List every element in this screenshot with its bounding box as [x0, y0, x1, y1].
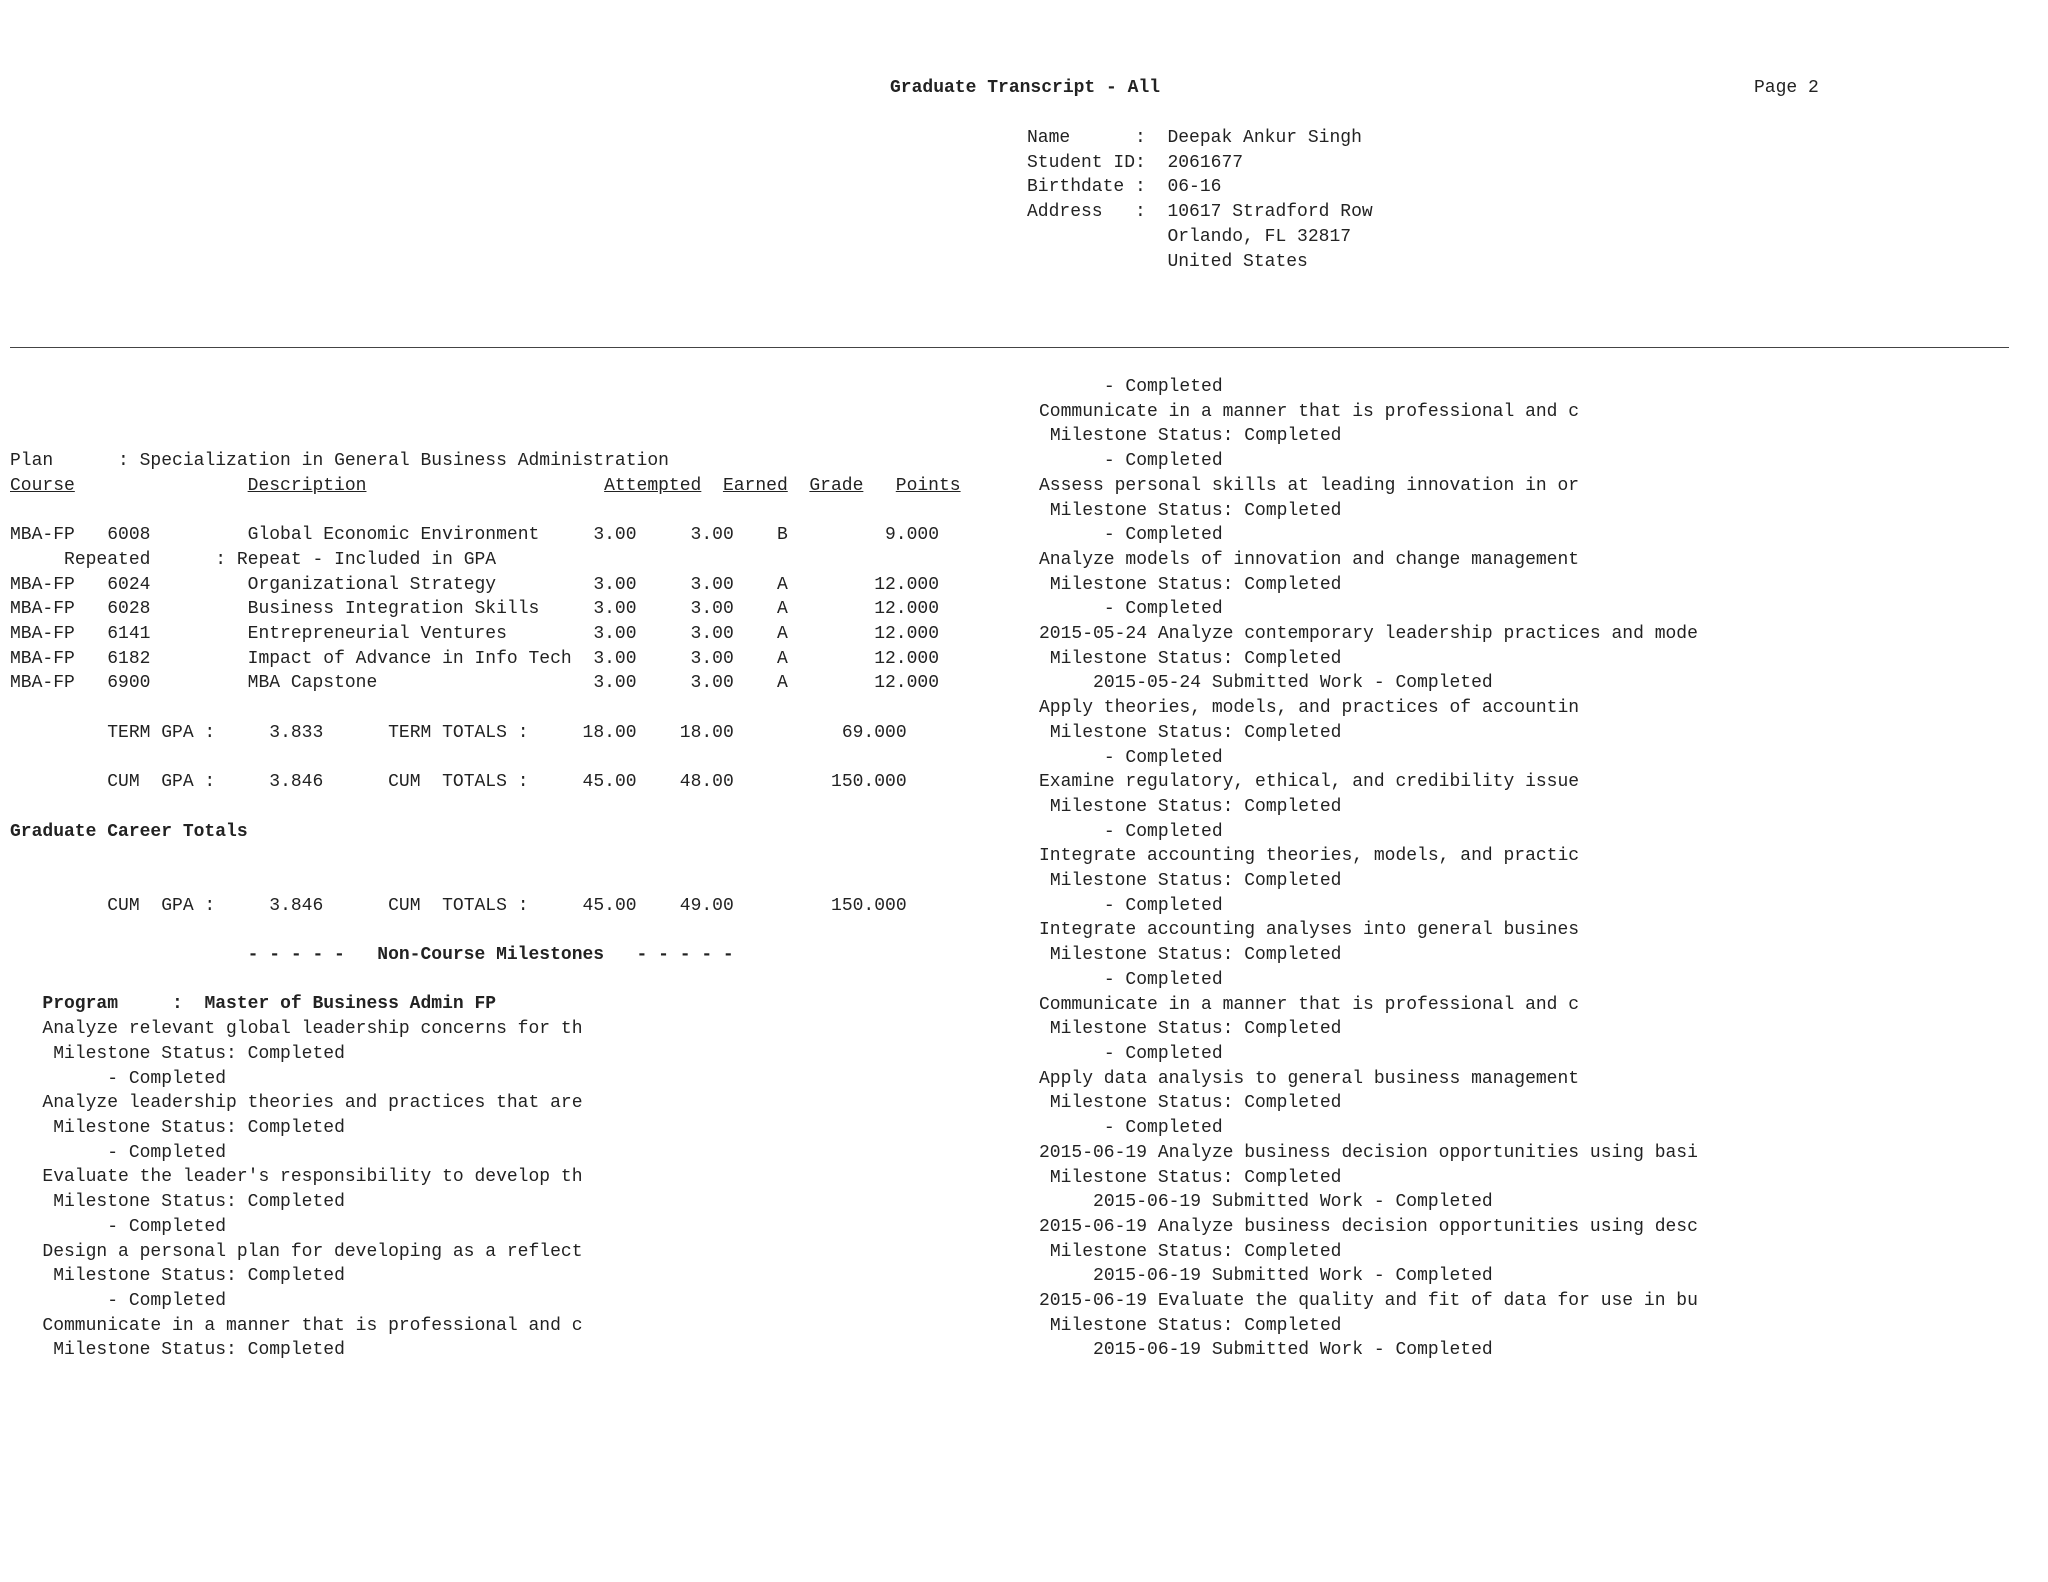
milestone-description: Integrate accounting theories, models, and practic	[1039, 846, 1580, 867]
career-totals	[10, 894, 961, 919]
course-earned: 3.00	[679, 673, 734, 694]
course-points: 12.000	[831, 599, 940, 620]
course-attempted: 3.00	[582, 673, 637, 694]
column-description: Description	[247, 475, 367, 496]
milestone-text	[10, 1017, 961, 1042]
milestone-text	[1039, 844, 1698, 869]
milestone-completion	[1039, 523, 1698, 548]
milestone-status	[10, 1116, 961, 1141]
course-points: 12.000	[831, 574, 940, 595]
course-row	[10, 523, 961, 548]
milestone-description: Analyze leadership theories and practices that are	[42, 1093, 583, 1114]
course-number: 6141	[107, 623, 248, 644]
course-attempted: 3.00	[582, 574, 637, 595]
blank-line	[10, 696, 961, 721]
address-line-2: Orlando, FL 32817	[1167, 226, 1352, 247]
course-grade: A	[776, 623, 831, 644]
student-id-label: Student ID:	[1027, 152, 1146, 173]
course-subject: MBA-FP	[10, 574, 108, 595]
milestone-description: 2015-06-19 Analyze business decision opportunities using basi	[1039, 1142, 1698, 1163]
milestone-description: Evaluate the leader's responsibility to develop th	[42, 1167, 583, 1188]
course-earned: 3.00	[679, 648, 734, 669]
career-totals-totals-label: CUM TOTALS :	[388, 895, 529, 916]
plan-label: Plan	[10, 451, 119, 471]
milestone-status	[1039, 1314, 1698, 1339]
milestone-completion	[10, 1141, 961, 1166]
address-line-1: 10617 Stradford Row	[1167, 202, 1373, 223]
milestone-status-text: Milestone Status: Completed	[1049, 1167, 1342, 1188]
course-grade: A	[776, 599, 831, 620]
milestone-completion-text: - Completed	[1103, 451, 1223, 472]
section-divider	[10, 347, 2009, 348]
address-line-3: United States	[1167, 251, 1308, 272]
term-totals-totals-label: TERM TOTALS :	[388, 722, 529, 743]
course-attempted: 3.00	[582, 623, 637, 644]
milestone-status	[1039, 647, 1698, 672]
milestone-status	[10, 1190, 961, 1215]
milestone-completion	[1039, 375, 1698, 400]
milestone-status-text: Milestone Status: Completed	[1049, 1093, 1342, 1114]
milestone-status-text: Milestone Status: Completed	[1049, 945, 1342, 966]
birthdate: 06-16	[1167, 177, 1222, 198]
cum-totals	[10, 770, 961, 795]
blank-line	[10, 968, 961, 993]
course-description: Entrepreneurial Ventures	[247, 623, 583, 644]
milestone-completion	[10, 1289, 961, 1314]
course-earned: 3.00	[679, 525, 734, 546]
blank-line	[10, 745, 961, 770]
milestone-completion	[1039, 968, 1698, 993]
milestone-description: Communicate in a manner that is professional and c	[42, 1315, 583, 1336]
repeat-label: Repeated	[64, 549, 216, 570]
document-title: Graduate Transcript - All	[890, 78, 1161, 98]
course-number: 6182	[107, 648, 248, 669]
cum-totals-gpa-label: CUM GPA :	[107, 772, 216, 793]
milestone-completion-text: 2015-05-24 Submitted Work - Completed	[1093, 673, 1493, 694]
milestone-text	[1039, 1141, 1698, 1166]
milestone-completion	[1039, 1338, 1698, 1363]
program-label: Program :	[42, 994, 183, 1015]
course-grade: A	[776, 673, 831, 694]
course-number: 6024	[107, 574, 248, 595]
milestone-completion	[1039, 671, 1698, 696]
cum-totals-totals-label: CUM TOTALS :	[388, 772, 529, 793]
term-totals-gpa: 3.833	[269, 722, 324, 743]
career-heading-text: Graduate Career Totals	[10, 821, 248, 842]
term-totals-earned: 18.00	[679, 722, 734, 743]
milestone-text	[1039, 548, 1698, 573]
course-number: 6008	[107, 525, 248, 546]
blank-line	[10, 869, 961, 894]
program-line	[10, 992, 961, 1017]
milestone-completion	[1039, 1264, 1698, 1289]
course-points: 12.000	[831, 648, 940, 669]
course-earned: 3.00	[679, 599, 734, 620]
course-header-row	[10, 474, 961, 499]
term-totals-gpa-label: TERM GPA :	[107, 722, 216, 743]
course-description: Global Economic Environment	[247, 525, 583, 546]
milestone-description: 2015-06-19 Analyze business decision opportunities using desc	[1039, 1216, 1698, 1237]
milestone-status	[1039, 424, 1698, 449]
milestone-completion-text: - Completed	[1103, 969, 1223, 990]
milestone-text	[10, 1240, 961, 1265]
career-heading	[10, 820, 961, 845]
milestone-description: Design a personal plan for developing as a reflect	[42, 1241, 583, 1262]
milestone-status	[1039, 795, 1698, 820]
milestone-status	[1039, 1091, 1698, 1116]
term-totals	[10, 721, 961, 746]
milestone-status	[1039, 499, 1698, 524]
course-row	[10, 573, 961, 598]
career-totals-attempted: 45.00	[582, 895, 637, 916]
column-attempted: Attempted	[604, 475, 702, 496]
milestone-status-text: Milestone Status: Completed	[1049, 648, 1342, 669]
milestone-text	[1039, 918, 1698, 943]
course-grade: B	[776, 525, 831, 546]
milestone-completion	[10, 1215, 961, 1240]
milestone-text	[10, 1165, 961, 1190]
course-description: Organizational Strategy	[247, 574, 583, 595]
repeat-note	[10, 548, 961, 573]
milestone-status	[10, 1264, 961, 1289]
milestone-text	[1039, 696, 1698, 721]
course-row	[10, 647, 961, 672]
cum-totals-earned: 48.00	[679, 772, 734, 793]
page-number: Page 2	[1754, 78, 1819, 98]
program-value: Master of Business Admin FP	[204, 994, 497, 1015]
course-row	[10, 597, 961, 622]
course-description: Business Integration Skills	[247, 599, 583, 620]
student-id: 2061677	[1167, 152, 1244, 173]
course-earned: 3.00	[679, 574, 734, 595]
milestone-completion-text: 2015-06-19 Submitted Work - Completed	[1093, 1266, 1493, 1287]
course-subject: MBA-FP	[10, 599, 108, 620]
milestone-completion-text: - Completed	[1103, 1043, 1223, 1064]
milestone-description: Analyze relevant global leadership concerns for th	[42, 1019, 583, 1040]
course-subject: MBA-FP	[10, 525, 108, 546]
milestone-status-text: Milestone Status: Completed	[53, 1340, 345, 1361]
column-course: Course	[10, 475, 75, 496]
milestone-status	[1039, 1240, 1698, 1265]
milestone-completion-text: 2015-06-19 Submitted Work - Completed	[1093, 1192, 1493, 1213]
milestone-status	[10, 1338, 961, 1363]
course-points: 9.000	[831, 525, 940, 546]
course-subject: MBA-FP	[10, 623, 108, 644]
milestone-status-text: Milestone Status: Completed	[1049, 722, 1342, 743]
milestone-completion	[10, 1067, 961, 1092]
milestone-status	[1039, 573, 1698, 598]
milestone-description: Communicate in a manner that is professional and c	[1039, 994, 1580, 1015]
milestone-completion-text: - Completed	[1103, 895, 1223, 916]
blank-line	[10, 795, 961, 820]
milestone-completion-text: - Completed	[1103, 525, 1223, 546]
milestone-completion	[1039, 1116, 1698, 1141]
course-row	[10, 671, 961, 696]
milestone-description: Assess personal skills at leading innovation in or	[1039, 475, 1580, 496]
milestone-completion-text: - Completed	[107, 1068, 227, 1089]
milestone-text	[1039, 474, 1698, 499]
course-number: 6900	[107, 673, 248, 694]
blank-line	[10, 844, 961, 869]
student-name: Deepak Ankur Singh	[1167, 128, 1362, 148]
course-points: 12.000	[831, 673, 940, 694]
career-totals-earned: 49.00	[679, 895, 734, 916]
milestone-description: 2015-06-19 Evaluate the quality and fit of data for use in bu	[1039, 1291, 1698, 1312]
milestone-status-text: Milestone Status: Completed	[1049, 871, 1342, 892]
milestone-text	[10, 1091, 961, 1116]
career-totals-gpa: 3.846	[269, 895, 324, 916]
course-description: MBA Capstone	[247, 673, 583, 694]
milestone-description: Analyze models of innovation and change management	[1039, 549, 1580, 570]
repeat-value: : Repeat - Included in GPA	[215, 549, 497, 570]
milestone-completion-text: - Completed	[1103, 599, 1223, 620]
milestone-status	[1039, 721, 1698, 746]
milestone-status-text: Milestone Status: Completed	[1049, 1315, 1342, 1336]
milestone-completion	[1039, 894, 1698, 919]
milestone-completion-text: - Completed	[1103, 747, 1223, 768]
course-number: 6028	[107, 599, 248, 620]
career-totals-points: 150.000	[777, 895, 907, 916]
milestone-completion	[1039, 1190, 1698, 1215]
milestone-completion	[1039, 820, 1698, 845]
milestones-heading-text: - - - - - Non-Course Milestones - - - - -	[247, 945, 734, 966]
right-column	[1039, 375, 1698, 1363]
milestone-status	[1039, 869, 1698, 894]
milestone-completion-text: - Completed	[1103, 377, 1223, 397]
course-attempted: 3.00	[582, 648, 637, 669]
milestone-status-text: Milestone Status: Completed	[1049, 1241, 1342, 1262]
milestone-status	[1039, 943, 1698, 968]
course-grade: A	[776, 648, 831, 669]
milestone-status	[10, 1042, 961, 1067]
milestone-completion	[1039, 1042, 1698, 1067]
cum-totals-attempted: 45.00	[582, 772, 637, 793]
blank-line	[10, 918, 961, 943]
milestone-completion	[1039, 449, 1698, 474]
milestone-completion-text: 2015-06-19 Submitted Work - Completed	[1093, 1340, 1493, 1361]
milestone-status-text: Milestone Status: Completed	[1049, 500, 1342, 521]
term-totals-points: 69.000	[777, 722, 907, 743]
birthdate-label: Birthdate :	[1027, 177, 1146, 198]
milestone-text	[1039, 1289, 1698, 1314]
milestone-description: Apply theories, models, and practices of accountin	[1039, 698, 1580, 719]
milestone-description: Apply data analysis to general business management	[1039, 1068, 1580, 1089]
column-earned: Earned	[722, 475, 788, 496]
milestone-status-text: Milestone Status: Completed	[1049, 1019, 1342, 1040]
course-subject: MBA-FP	[10, 673, 108, 694]
milestone-text	[1039, 1067, 1698, 1092]
milestone-status-text: Milestone Status: Completed	[53, 1117, 345, 1138]
milestone-completion	[1039, 597, 1698, 622]
milestone-text	[10, 1314, 961, 1339]
milestone-completion-text: - Completed	[107, 1142, 227, 1163]
milestone-status-text: Milestone Status: Completed	[1049, 574, 1342, 595]
milestone-status	[1039, 1017, 1698, 1042]
milestone-description: 2015-05-24 Analyze contemporary leadership practices and mode	[1039, 624, 1698, 645]
cum-totals-gpa: 3.846	[269, 772, 324, 793]
course-attempted: 3.00	[582, 525, 637, 546]
student-info-block	[1027, 126, 1373, 274]
plan-line	[10, 449, 961, 474]
career-totals-gpa-label: CUM GPA :	[107, 895, 216, 916]
milestone-description: Communicate in a manner that is professional and c	[1039, 401, 1580, 422]
course-row	[10, 622, 961, 647]
milestone-status-text: Milestone Status: Completed	[53, 1192, 345, 1213]
milestone-text	[1039, 1215, 1698, 1240]
milestone-text	[1039, 993, 1698, 1018]
course-earned: 3.00	[679, 623, 734, 644]
milestone-status-text: Milestone Status: Completed	[1049, 796, 1342, 817]
course-points: 12.000	[831, 623, 940, 644]
course-grade: A	[776, 574, 831, 595]
milestone-text	[1039, 400, 1698, 425]
column-grade: Grade	[809, 475, 864, 496]
term-totals-attempted: 18.00	[582, 722, 637, 743]
milestone-text	[1039, 770, 1698, 795]
course-description: Impact of Advance in Info Tech	[247, 648, 583, 669]
course-subject: MBA-FP	[10, 648, 108, 669]
milestone-status-text: Milestone Status: Completed	[53, 1266, 345, 1287]
blank-line	[10, 498, 961, 523]
left-column	[10, 449, 961, 1363]
milestone-status-text: Milestone Status: Completed	[1049, 426, 1342, 447]
milestone-completion-text: - Completed	[1103, 1118, 1223, 1139]
address-label: Address :	[1027, 202, 1146, 223]
milestone-text	[1039, 622, 1698, 647]
milestone-status	[1039, 1166, 1698, 1191]
course-attempted: 3.00	[582, 599, 637, 620]
milestone-completion-text: - Completed	[1103, 821, 1223, 842]
milestone-completion	[1039, 746, 1698, 771]
milestones-heading	[10, 943, 961, 968]
milestone-description: Integrate accounting analyses into general busines	[1039, 920, 1580, 941]
plan-value: : Specialization in General Business Administration	[118, 451, 669, 471]
milestone-completion-text: - Completed	[107, 1290, 227, 1311]
column-points: Points	[895, 475, 961, 496]
milestone-completion-text: - Completed	[107, 1216, 227, 1237]
milestone-status-text: Milestone Status: Completed	[53, 1043, 345, 1064]
milestone-description: Examine regulatory, ethical, and credibility issue	[1039, 772, 1580, 793]
name-label: Name :	[1027, 128, 1146, 148]
cum-totals-points: 150.000	[777, 772, 907, 793]
